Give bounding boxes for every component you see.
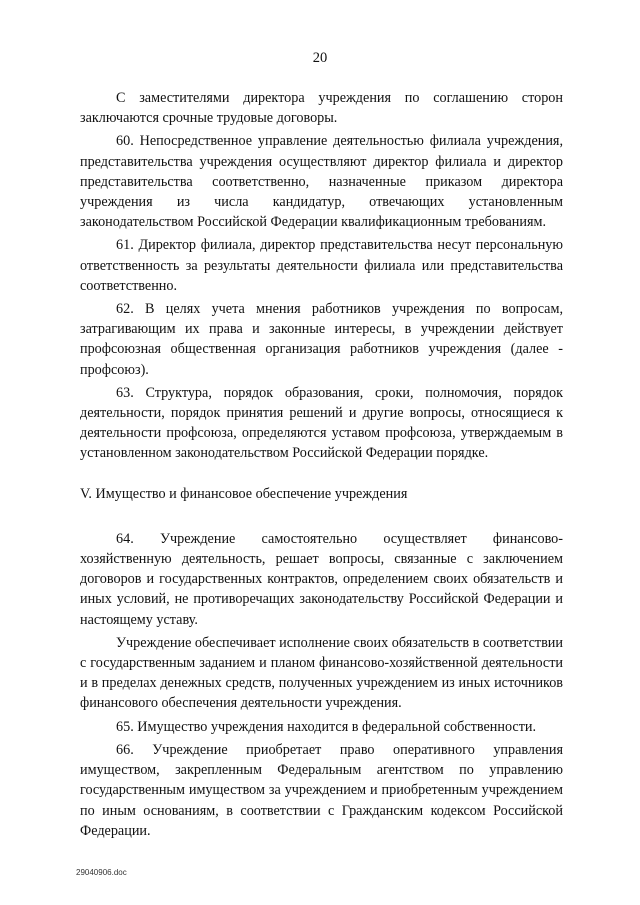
paragraph-62: 62. В целях учета мнения работников учреждения по вопросам, затрагивающим их права и законные интересы, в учреждении действует профсоюзная общественная организация работников учреждения (далее - профсоюз). [80,301,563,378]
page-number: 20 [312,50,328,66]
document-body [80,88,563,844]
paragraph-61: 61. Директор филиала, директор представительства несут персональную ответственность за результаты деятельности филиала или представительства соответственно. [80,237,563,294]
paragraph-obligations: Учреждение обеспечивает исполнение своих обязательств в соответствии с государственным заданием и планом финансово-хозяйственной деятельности и в пределах денежных средств, полученных учреждением из иных источников финансового обеспечения деятельности учреждения. [80,634,563,712]
paragraph-60: 60. Непосредственное управление деятельностью филиала учреждения, представительства учреждения осуществляют директор филиала и директор представительства соответственно, назначенные приказом директора учреждения из числа кандидатур, отвечающих установленным законодательством Российской Федерации квалификационным требованиям. [80,133,563,231]
paragraph-66: 66. Учреждение приобретает право оперативного управления имуществом, закрепленным Федеральным агентством по управлению государственным имуществом за учреждением и приобретенным учреждением по иным основаниям, в соответствии с Гражданским кодексом Российской Федерации. [80,741,563,839]
paragraph-64: 64. Учреждение самостоятельно осуществляет финансово-хозяйственную деятельность, решает вопросы, связанные с заключением договоров и государственных контрактов, определением своих обязательств и иных условий, не противоречащих законодательству Российской Федерации и настоящему уставу. [80,530,563,628]
paragraph-deputy-contracts: С заместителями директора учреждения по соглашению сторон заключаются срочные трудовые договоры. [80,90,563,127]
paragraph-65: 65. Имущество учреждения находится в федеральной собственности. [116,718,537,735]
footer-filename: 29040906.doc [76,868,127,877]
section-heading: V. Имущество и финансовое обеспечение учреждения [80,485,408,502]
paragraph-63: 63. Структура, порядок образования, сроки, полномочия, порядок деятельности, порядок принятия решений и другие вопросы, относящиеся к деятельности профсоюза, определяются уставом профсоюза, утверждаемым в установленном законодательством Российской Федерации порядке. [80,384,563,462]
